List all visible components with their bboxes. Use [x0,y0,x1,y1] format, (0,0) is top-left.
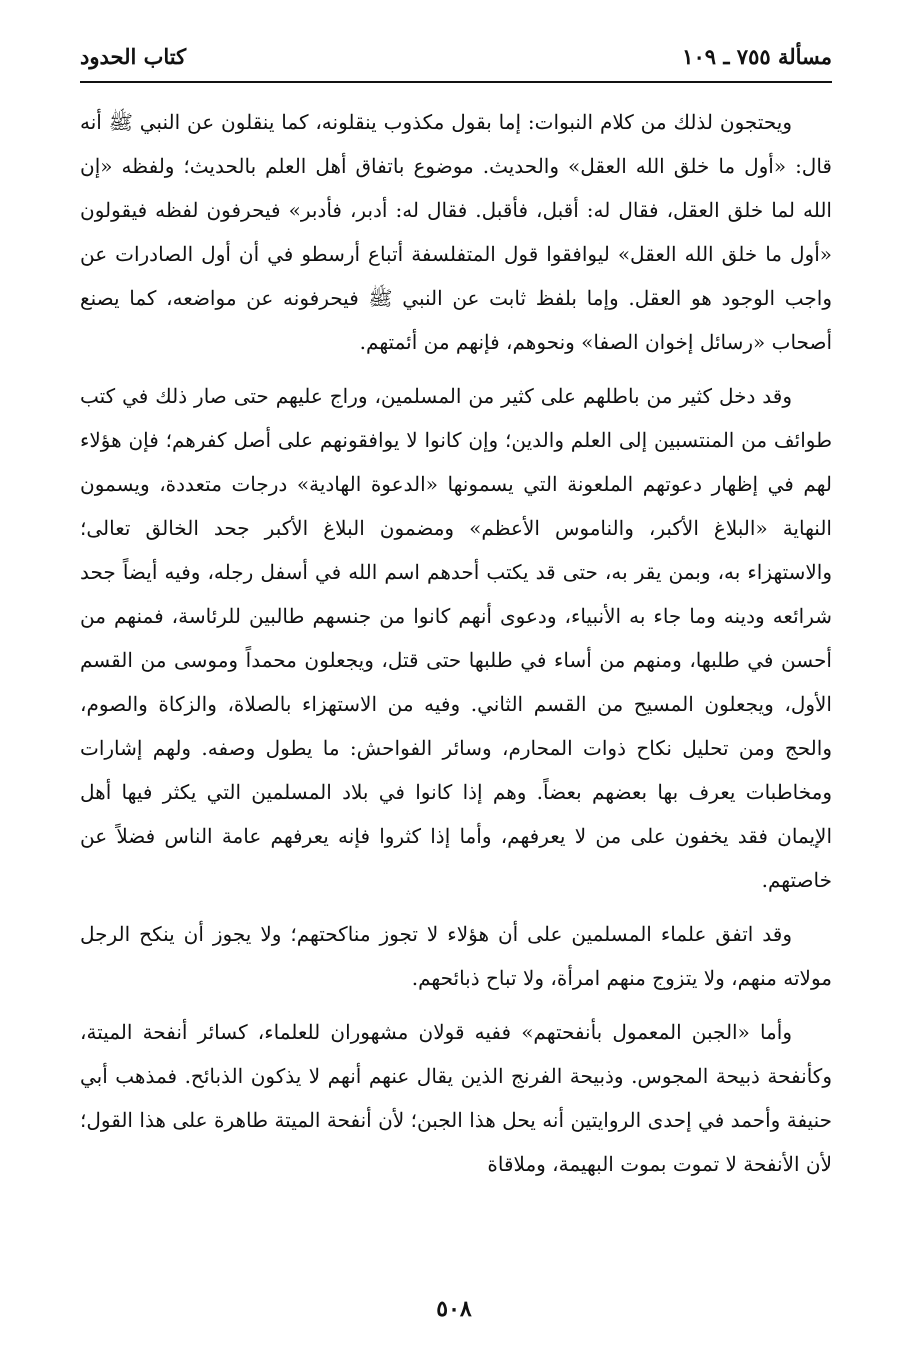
body-text [80,100,832,1196]
running-header [80,36,832,76]
paragraph: وقد اتفق علماء المسلمين على أن هؤلاء لا تجوز مناكحتهم؛ ولا يجوز أن ينكح الرجل مولاته منهم، ولا يتزوج منهم امرأة، ولا تباح ذبائحهم. [80,922,832,990]
page-number: ٥٠٨ [436,1296,472,1322]
paragraph: وأما «الجبن المعمول بأنفحتهم» ففيه قولان مشهوران للعلماء، كسائر أنفحة الميتة، وكأنفحة ذبيحة المجوس. وذبيحة الفرنج الذين يقال عنهم أنهم لا يذكون الذبائح. فمذهب أبي حنيفة وأحمد في إحدى الروايتين أنه يحل هذا الجبن؛ لأن أنفحة الميتة طاهرة على هذا القول؛ لأن الأنفحة لا تموت بموت البهيمة، وملاقاة [80,1020,832,1176]
header-divider [80,81,832,83]
book-title: كتاب الحدود [80,43,187,69]
paragraph: وقد دخل كثير من باطلهم على كثير من المسلمين، وراج عليهم حتى صار ذلك في كتب طوائف من المنتسبين إلى العلم والدين؛ وإن كانوا لا يوافقونهم على أصل كفرهم؛ فإن هؤلاء لهم في إظهار دعوتهم الملعونة التي يسمونها «الدعوة الهادية» درجات متعددة، ويسمون النهاية «البلاغ الأكبر، والناموس الأعظم» ومضمون البلاغ الأكبر جحد الخالق تعالى؛ والاستهزاء به، وبمن يقر به، حتى قد يكتب أحدهم اسم الله في أسفل رجله، وفيه أيضاً جحد شرائعه ودينه وما جاء به الأنبياء، ودعوى أنهم كانوا من جنسهم طالبين للرئاسة، فمنهم من أحسن في طلبها، ومنهم من أساء في طلبها حتى قتل، ويجعلون محمداً وموسى من القسم الأول، ويجعلون المسيح من القسم الثاني. وفيه من الاستهزاء بالصلاة، والزكاة والصوم، والحج ومن تحليل نكاح ذوات المحارم، وسائر الفواحش: ما يطول وصفه. ولهم إشارات ومخاطبات يعرف بها بعضهم بعضاً. وهم إذا كانوا في بلاد المسلمين التي يكثر فيها أهل الإيمان فقد يخفون على من لا يعرفهم، وأما إذا كثروا فإنه يعرفهم عامة الناس فضلاً عن خاصتهم. [80,384,832,892]
paragraph: ويحتجون لذلك من كلام النبوات: إما بقول مكذوب ينقلونه، كما ينقلون عن النبي ﷺ أنه قال: «أول ما خلق الله العقل» والحديث. موضوع باتفاق أهل العلم بالحديث؛ ولفظه «إن الله لما خلق العقل، فقال له: أقبل، فأقبل. فقال له: أدبر، فأدبر» فيحرفون لفظه فيقولون «أول ما خلق الله العقل» ليوافقوا قول المتفلسفة أتباع أرسطو في أن أول الصادرات عن واجب الوجود هو العقل. وإما بلفظ ثابت عن النبي ﷺ فيحرفونه عن مواضعه، كما يصنع أصحاب «رسائل إخوان الصفا» ونحوهم، فإنهم من أئمتهم. [80,110,832,354]
issue-number-label: مسألة ٧٥٥ ـ ١٠٩ [682,43,832,69]
